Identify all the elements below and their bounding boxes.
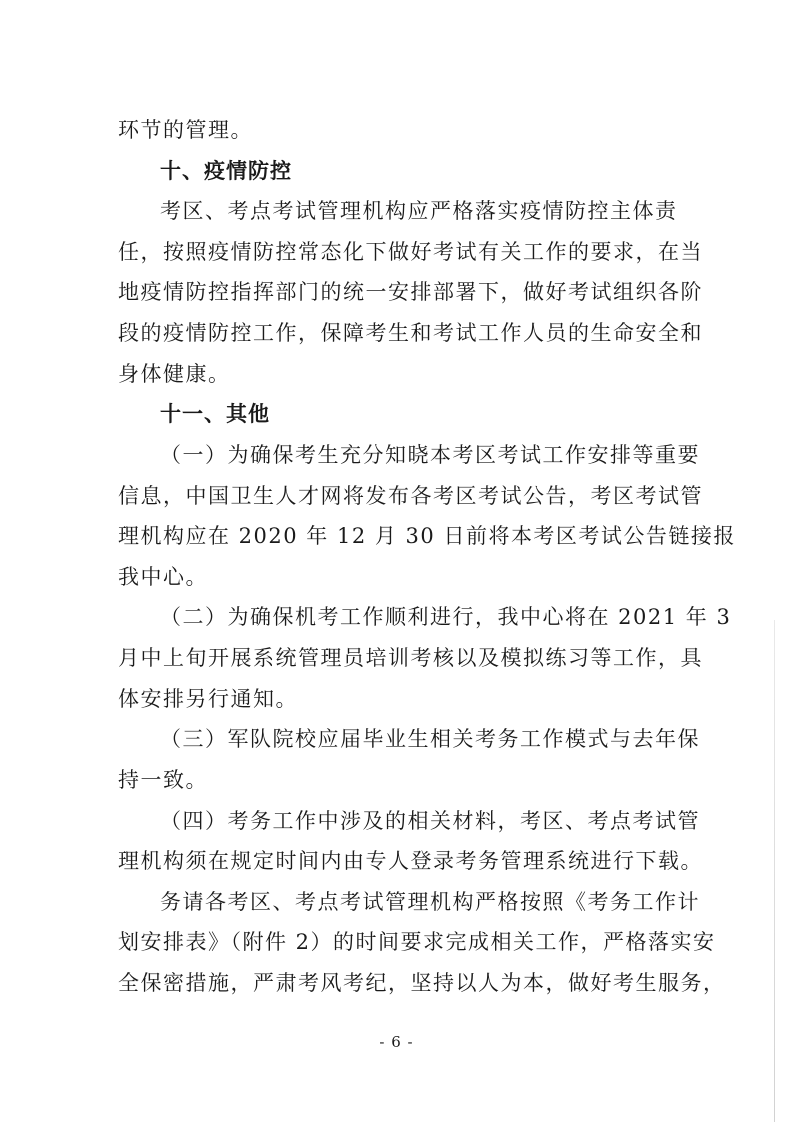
page-number: - 6 - (379, 1033, 414, 1051)
paragraph-line: 身体健康。 (118, 362, 231, 386)
paragraph-line: 持一致。 (118, 768, 208, 792)
paragraph-line: 月中上旬开展系统管理员培训考核以及模拟练习等工作，具 (118, 646, 703, 670)
paragraph-line: 信息，中国卫生人才网将发布各考区考试公告，考区考试管 (118, 484, 703, 508)
paragraph-line: 理机构应在 2020 年 12 月 30 日前将本考区考试公告链接报 (118, 524, 736, 548)
paragraph-line: 段的疫情防控工作，保障考生和考试工作人员的生命安全和 (118, 321, 703, 345)
paragraph-line: 理机构须在规定时间内由专人登录考务管理系统进行下载。 (118, 849, 703, 873)
paragraph-line: （三）军队院校应届毕业生相关考务工作模式与去年保 (160, 727, 700, 751)
section-heading-other: 十一、其他 (160, 402, 270, 426)
section-heading-epidemic-control: 十、疫情防控 (160, 159, 292, 183)
paragraph-line: 任，按照疫情防控常态化下做好考试有关工作的要求，在当 (118, 240, 703, 264)
paragraph-line: （四）考务工作中涉及的相关材料，考区、考点考试管 (160, 809, 700, 833)
paragraph-line: 地疫情防控指挥部门的统一安排部署下，做好考试组织各阶 (118, 280, 703, 304)
paragraph-line: （一）为确保考生充分知晓本考区考试工作安排等重要 (160, 443, 700, 467)
paragraph-line: 务请各考区、考点考试管理机构严格按照《考务工作计 (160, 890, 700, 914)
paragraph-line: 环节的管理。 (118, 118, 253, 142)
scan-edge-shadow (774, 620, 775, 1122)
paragraph-line: 我中心。 (118, 565, 208, 589)
paragraph-line: 全保密措施，严肃考风考纪，坚持以人为本，做好考生服务， (118, 971, 726, 995)
paragraph-line: 体安排另行通知。 (118, 687, 298, 711)
paragraph-line: （二）为确保机考工作顺利进行，我中心将在 2021 年 3 (160, 605, 732, 629)
paragraph-line: 划安排表》（附件 2）的时间要求完成相关工作，严格落实安 (118, 930, 716, 954)
paragraph-line: 考区、考点考试管理机构应严格落实疫情防控主体责 (160, 199, 678, 223)
